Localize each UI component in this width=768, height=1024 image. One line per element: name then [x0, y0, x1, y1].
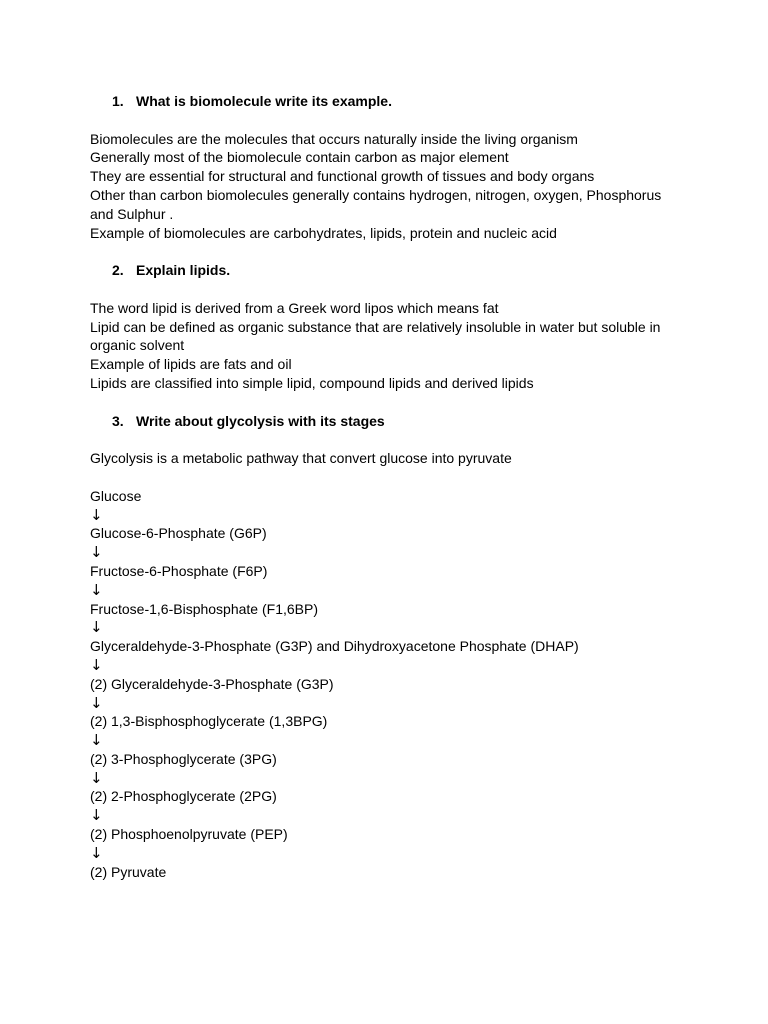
section-2-line: organic solvent	[90, 337, 185, 354]
section-1-heading	[90, 92, 690, 111]
section-2-line: The word lipid is derived from a Greek word lipos which means fat	[90, 299, 499, 316]
down-arrow-icon: ↓	[90, 505, 103, 524]
pathway-step: Glucose-6-Phosphate (G6P)	[90, 525, 267, 542]
section-1-line: Generally most of the biomolecule contain carbon as major element	[90, 149, 509, 166]
section-1-line: They are essential for structural and functional growth of tissues and body organs	[90, 168, 595, 185]
down-arrow-icon: ↓	[90, 806, 103, 825]
section-1-line: and Sulphur .	[90, 205, 174, 222]
down-arrow-icon: ↓	[90, 580, 103, 599]
section-2-line: Lipid can be defined as organic substance that are relatively insoluble in water but soluble in	[90, 318, 661, 335]
down-arrow-icon: ↓	[90, 843, 103, 862]
section-1-line: Example of biomolecules are carbohydrates, lipids, protein and nucleic acid	[90, 224, 557, 241]
pathway-step: (2) Pyruvate	[90, 863, 167, 880]
down-arrow-icon: ↓	[90, 543, 103, 562]
section-1-number: 1.	[112, 93, 124, 109]
section-2-heading	[90, 261, 690, 280]
down-arrow-icon: ↓	[90, 693, 103, 712]
pathway-step: (2) 1,3-Bisphosphoglycerate (1,3BPG)	[90, 713, 328, 730]
section-1-line: Biomolecules are the molecules that occurs naturally inside the living organism	[90, 130, 578, 147]
pathway-step: (2) 2-Phosphoglycerate (2PG)	[90, 788, 277, 805]
down-arrow-icon: ↓	[90, 655, 103, 674]
pathway-step: Fructose-1,6-Bisphosphate (F1,6BP)	[90, 600, 318, 617]
pathway-step: Glyceraldehyde-3-Phosphate (G3P) and Dihydroxyacetone Phosphate (DHAP)	[90, 638, 579, 655]
glycolysis-pathway	[90, 487, 690, 882]
section-1-line: Other than carbon biomolecules generally contains hydrogen, nitrogen, oxygen, Phosphorus	[90, 186, 662, 203]
pathway-step: (2) Glyceraldehyde-3-Phosphate (G3P)	[90, 675, 334, 692]
section-3-line: Glycolysis is a metabolic pathway that convert glucose into pyruvate	[90, 450, 512, 467]
pathway-step: (2) 3-Phosphoglycerate (3PG)	[90, 750, 277, 767]
section-2-title: Explain lipids.	[136, 262, 231, 279]
down-arrow-icon: ↓	[90, 618, 103, 637]
down-arrow-icon: ↓	[90, 768, 103, 787]
down-arrow-icon: ↓	[90, 731, 103, 750]
pathway-step: (2) Phosphoenolpyruvate (PEP)	[90, 826, 288, 843]
pathway-step: Glucose	[90, 487, 142, 504]
section-3-heading	[90, 412, 690, 431]
pathway-step: Fructose-6-Phosphate (F6P)	[90, 562, 268, 579]
section-2-line: Example of lipids are fats and oil	[90, 356, 292, 373]
document-page	[90, 92, 690, 881]
section-3-number: 3.	[112, 412, 124, 429]
section-1-title: What is biomolecule write its example.	[136, 93, 392, 109]
section-3-title: Write about glycolysis with its stages	[136, 412, 385, 429]
section-2-line: Lipids are classified into simple lipid, compound lipids and derived lipids	[90, 374, 534, 391]
section-2-number: 2.	[112, 262, 124, 279]
